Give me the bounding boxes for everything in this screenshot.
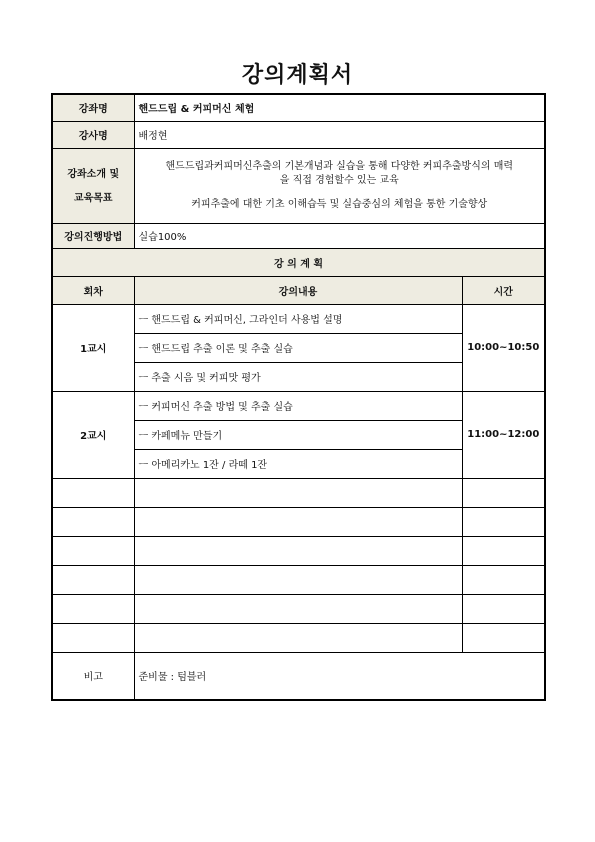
intro-line-3: 커피추출에 대한 기초 이해습득 및 실습중심의 체험을 통한 기술향상 [191,198,488,210]
plan-section-row [52,248,545,276]
session-item: ㅡ 커피머신 추출 방법 및 추출 실습 [134,391,462,420]
course-value: 핸드드립 & 커피머신 체험 [134,94,545,121]
intro-line-1: 핸드드립과커피머신추출의 기본개념과 실습을 통해 다양한 커피추출방식의 매력 [165,160,514,172]
intro-label-line-1: 강좌소개 및 [67,168,120,180]
table-row [52,304,545,333]
session-time: 10:00~10:50 [462,304,545,391]
session-item: ㅡ 아메리카노 1잔 / 라떼 1잔 [134,449,462,478]
method-value: 실습100% [134,223,545,248]
empty-row [52,623,545,652]
session-name: 1교시 [52,304,134,391]
plan-header-row [52,276,545,304]
intro-row [52,148,545,223]
col-content-header: 강의내용 [134,276,462,304]
empty-row [52,536,545,565]
remarks-row [52,652,545,700]
intro-label-line-2: 교육목표 [73,192,113,204]
intro-line-2: 을 직접 경험할수 있는 교육 [279,174,399,186]
remarks-value: 준비물 : 텀블러 [134,652,545,700]
plan-section-title: 강 의 계 획 [52,248,545,276]
empty-row [52,565,545,594]
intro-label [52,148,134,223]
session-name: 2교시 [52,391,134,478]
instructor-value: 배정현 [134,121,545,148]
method-row [52,223,545,248]
remarks-label: 비고 [52,652,134,700]
session-item: ㅡ 추출 시음 및 커피맛 평가 [134,362,462,391]
instructor-row [52,121,545,148]
session-item: ㅡ 핸드드립 추출 이론 및 추출 실습 [134,333,462,362]
course-row [52,94,545,121]
col-session-header: 회차 [52,276,134,304]
table-row [52,391,545,420]
empty-row [52,507,545,536]
session-item: ㅡ 카페메뉴 만들기 [134,420,462,449]
method-label: 강의진행방법 [52,223,134,248]
lecture-plan-table [51,93,546,701]
intro-value [134,148,545,223]
col-time-header: 시간 [462,276,545,304]
instructor-label: 강사명 [52,121,134,148]
empty-row [52,478,545,507]
course-label: 강좌명 [52,94,134,121]
session-time: 11:00~12:00 [462,391,545,478]
page-title: 강의계획서 [241,63,354,88]
empty-row [52,594,545,623]
session-item: ㅡ 핸드드립 & 커피머신, 그라인더 사용법 설명 [134,304,462,333]
